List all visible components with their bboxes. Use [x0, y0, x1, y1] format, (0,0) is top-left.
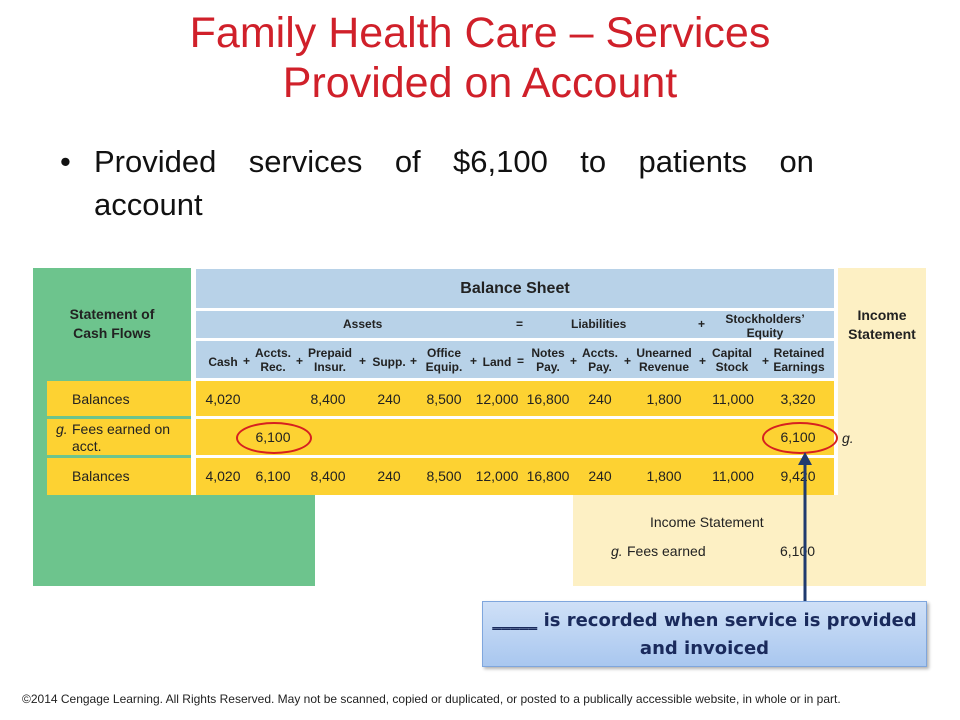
cell: 12,000 [475, 391, 519, 407]
col-accts-pay: Accts. Pay. [581, 346, 619, 374]
bullet-word: to [580, 144, 607, 179]
group-assets: Assets [343, 317, 383, 331]
cash-flows-title: Statement of Cash Flows [69, 306, 155, 341]
callout-box [482, 601, 927, 667]
col-retained-earnings: Retained Earnings [773, 346, 825, 374]
row-label-balances: Balances [72, 468, 130, 484]
bullet-word: $6,100 [453, 144, 548, 179]
cell: 8,400 [310, 391, 346, 407]
bullet-word: patients [638, 144, 748, 179]
callout-text-1: is recorded when service is provided [543, 610, 917, 631]
title-line-2: Provided on Account [282, 59, 678, 107]
cell: 11,000 [712, 391, 754, 407]
cell: 8,500 [426, 468, 462, 484]
group-liabilities: Liabilities [571, 317, 627, 331]
operator: + [359, 354, 367, 368]
col-notes-pay: Notes Pay. [531, 346, 565, 374]
title-line-1: Family Health Care – Services [189, 9, 771, 57]
slide-title [0, 8, 960, 108]
bullet-line-1 [94, 140, 814, 183]
callout-blank: _____ [492, 610, 538, 631]
income-line-prefix: g. [611, 543, 623, 559]
col-accts-rec: Accts. Rec. [254, 346, 292, 374]
side-label-g: g. [842, 430, 854, 446]
cash-flows-panel-extension [191, 495, 315, 586]
cell: 16,800 [526, 468, 570, 484]
income-line-value: 6,100 [780, 543, 816, 559]
col-cash: Cash [208, 355, 238, 369]
operator: + [243, 354, 251, 368]
bullet-word: services [248, 144, 363, 179]
callout-line-2: and invoiced [639, 638, 770, 659]
row-label-fees-line-2: acct. [72, 438, 102, 454]
callout-line-1 [483, 607, 926, 635]
col-unearned-revenue: Unearned Revenue [636, 346, 692, 374]
up-arrow-icon [795, 450, 815, 605]
cell: 11,000 [712, 468, 754, 484]
cell: 240 [588, 468, 612, 484]
operator: + [762, 354, 770, 368]
bullet-word: on [779, 144, 814, 179]
col-capital-stock: Capital Stock [711, 346, 752, 374]
cell: 9,420 [780, 468, 816, 484]
cell-retained-earnings-increase: 6,100 [780, 429, 816, 445]
group-equity: Stockholders’ Equity [725, 312, 805, 340]
operator: + [296, 354, 304, 368]
highlight-circle [236, 422, 312, 454]
income-line-label: Fees earned [627, 543, 706, 559]
col-office-equip: Office Equip. [425, 346, 463, 374]
group-equals: = [516, 317, 524, 331]
row-label-fees-line-1: Fees earned on [72, 421, 171, 437]
cell: 1,800 [646, 468, 682, 484]
operator: + [699, 354, 707, 368]
operator: + [470, 354, 478, 368]
cell: 8,500 [426, 391, 462, 407]
cell: 6,100 [255, 468, 291, 484]
col-supp: Supp. [372, 355, 406, 369]
cell: 8,400 [310, 468, 346, 484]
operator: = [517, 354, 525, 368]
bullet-word: Provided [94, 144, 217, 179]
cell: 240 [588, 391, 612, 407]
row-label-balances: Balances [72, 391, 130, 407]
col-prepaid-insur: Prepaid Insur. [307, 346, 352, 374]
cell: 240 [377, 391, 401, 407]
cell: 3,320 [780, 391, 816, 407]
cell: 12,000 [475, 468, 519, 484]
col-land: Land [482, 355, 512, 369]
group-plus: + [698, 317, 706, 331]
row-label-prefix: g. [56, 421, 68, 437]
income-statement-box-title: Income Statement [650, 514, 764, 530]
operator: + [570, 354, 578, 368]
cell-accts-rec-increase: 6,100 [255, 429, 291, 445]
copyright-footer: ©2014 Cengage Learning. All Rights Reserved. May not be scanned, copied or duplicated, or posted to a publically accessible website, in whole or in part. [22, 692, 841, 706]
bullet-line-2: account [94, 187, 203, 222]
bullet-dot: • [60, 144, 71, 179]
operator: + [624, 354, 632, 368]
income-statement-title: Income Statement [848, 307, 916, 342]
cell: 16,800 [526, 391, 570, 407]
cell: 1,800 [646, 391, 682, 407]
cell: 4,020 [205, 391, 241, 407]
bullet-word: of [394, 144, 421, 179]
operator: + [410, 354, 418, 368]
balance-sheet-header: Balance Sheet [196, 269, 834, 308]
cell: 4,020 [205, 468, 241, 484]
cell: 240 [377, 468, 401, 484]
